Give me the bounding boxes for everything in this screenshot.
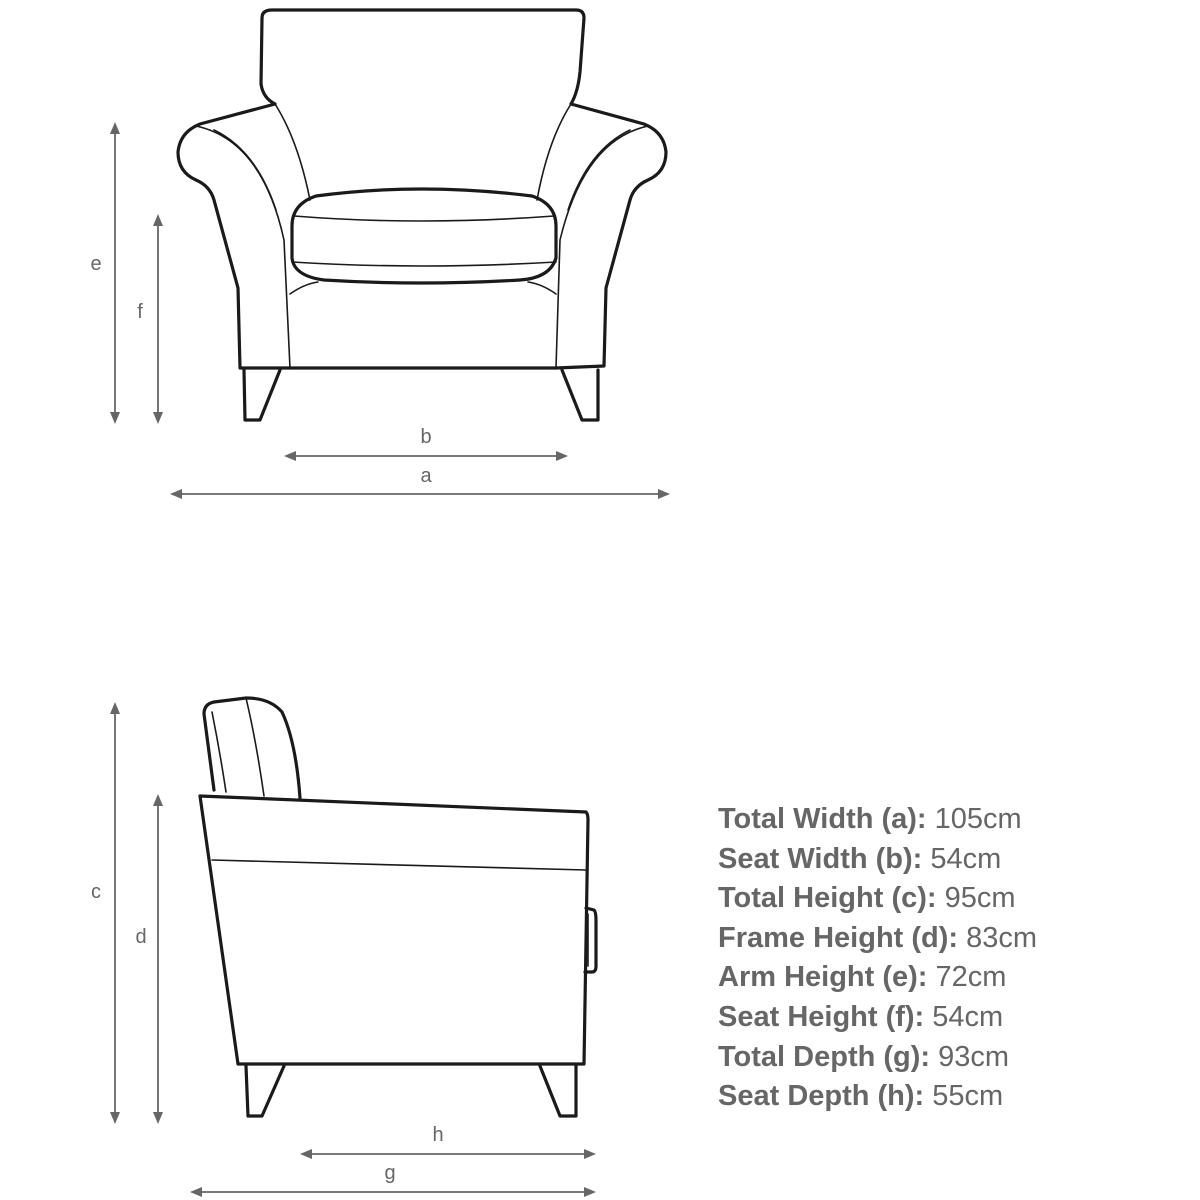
front-back-inner-left xyxy=(275,104,310,200)
spec-value: 95cm xyxy=(944,882,1016,915)
spec-name: Total Depth (g): xyxy=(718,1040,931,1073)
spec-name: Total Width (a): xyxy=(718,803,927,835)
front-back-cushion xyxy=(262,10,584,104)
spec-value: 93cm xyxy=(938,1040,1010,1073)
front-left-leg xyxy=(244,370,280,420)
dimension-label-b: b xyxy=(420,426,432,448)
dimension-a xyxy=(170,465,670,499)
front-skirt-right xyxy=(528,282,556,294)
front-seat-seam xyxy=(294,216,554,221)
spec-name: Total Height (c): xyxy=(718,882,937,915)
armchair-side-view xyxy=(200,698,596,1116)
dimension-g xyxy=(190,1162,596,1197)
specifications-list xyxy=(718,800,1188,1117)
spec-name: Arm Height (e): xyxy=(718,961,928,994)
dimension-f xyxy=(137,214,163,424)
dimension-b xyxy=(284,426,568,461)
spec-seat-height xyxy=(718,998,1188,1038)
side-dimensions xyxy=(91,702,596,1197)
front-left-arm-inner xyxy=(214,130,276,210)
dimension-e xyxy=(90,122,120,424)
dimension-label-d: d xyxy=(135,926,147,948)
spec-total-height xyxy=(718,879,1188,919)
spec-value: 72cm xyxy=(935,961,1007,994)
side-back-cushion-seam xyxy=(246,698,264,796)
side-front-leg xyxy=(540,1066,576,1116)
spec-total-width xyxy=(718,800,1188,840)
spec-frame-height xyxy=(718,919,1188,959)
spec-seat-width xyxy=(718,840,1188,880)
spec-value: 55cm xyxy=(932,1080,1004,1113)
spec-value: 83cm xyxy=(966,921,1038,954)
front-seat-seam-lower xyxy=(292,262,556,266)
spec-value: 54cm xyxy=(932,1000,1004,1033)
dimension-label-h: h xyxy=(432,1124,444,1146)
armchair-front-view xyxy=(178,10,666,420)
front-back-cushion-left xyxy=(261,18,275,104)
spec-seat-depth xyxy=(718,1077,1188,1117)
spec-arm-height xyxy=(718,958,1188,998)
side-arm-seam xyxy=(212,860,586,870)
spec-name: Frame Height (d): xyxy=(718,921,959,954)
dimension-label-f: f xyxy=(137,301,143,323)
front-back-inner-right xyxy=(537,104,571,200)
dimension-d xyxy=(135,794,163,1124)
spec-name: Seat Depth (h): xyxy=(718,1080,925,1113)
front-seat-cushion xyxy=(292,189,556,283)
front-right-arm-inner xyxy=(568,130,630,210)
side-body xyxy=(200,796,588,1064)
front-skirt-left xyxy=(290,282,318,294)
front-right-leg xyxy=(562,370,598,420)
front-right-arm-scroll xyxy=(556,126,648,368)
dimension-label-c: c xyxy=(91,881,101,903)
dimension-label-a: a xyxy=(420,465,432,487)
spec-name: Seat Height (f): xyxy=(718,1000,925,1033)
dimension-label-g: g xyxy=(384,1162,396,1184)
dimension-label-e: e xyxy=(90,253,102,275)
dimension-c xyxy=(91,702,120,1124)
spec-name: Seat Width (b): xyxy=(718,842,923,875)
spec-value: 54cm xyxy=(930,842,1002,875)
spec-total-depth xyxy=(718,1038,1188,1078)
front-left-arm-scroll xyxy=(196,126,290,368)
spec-value: 105cm xyxy=(934,803,1022,835)
side-back-leg xyxy=(246,1066,284,1116)
dimension-h xyxy=(300,1124,596,1159)
